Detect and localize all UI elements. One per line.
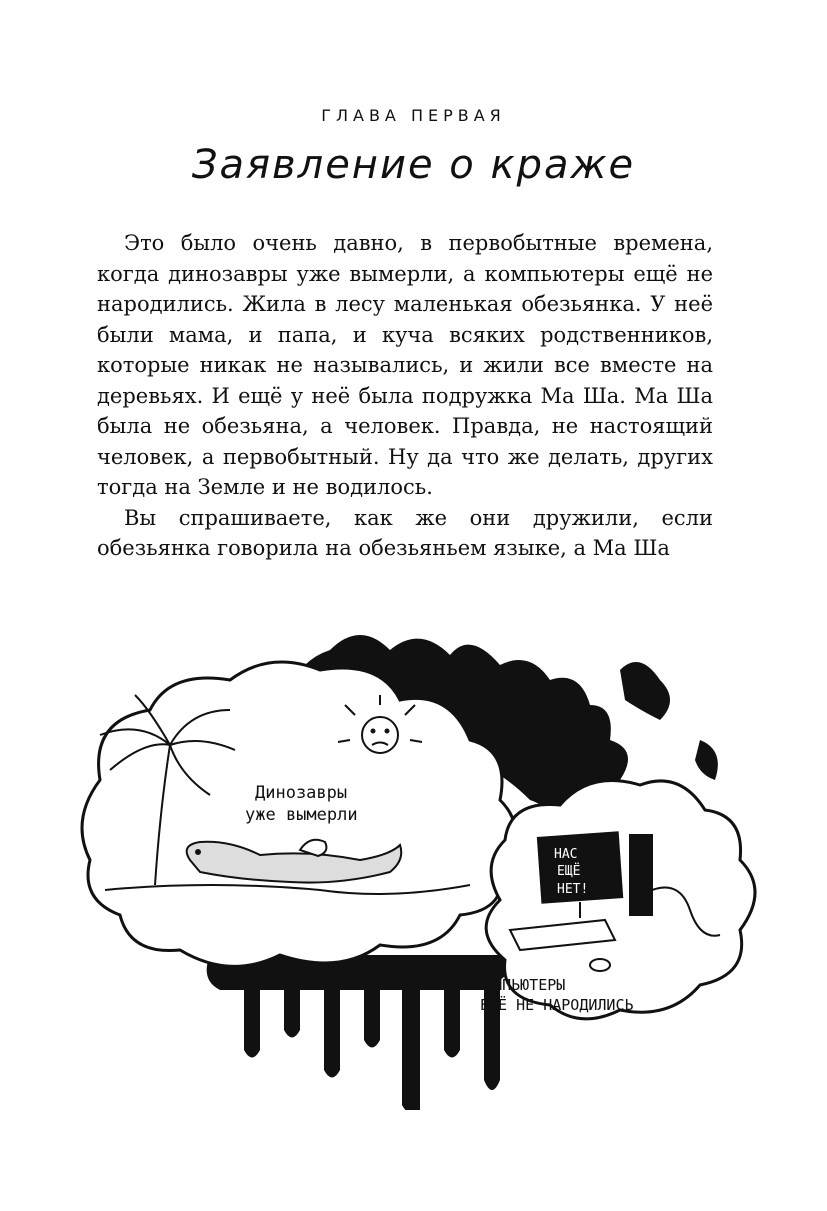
drips — [207, 955, 512, 1110]
screen-line2: ЕЩЁ — [557, 864, 581, 879]
chapter-label: ГЛАВА ПЕРВАЯ — [321, 106, 506, 125]
right-caption-line2: ЕЩЁ НЕ НАРОДИЛИСЬ — [480, 996, 634, 1014]
body-text — [97, 228, 713, 564]
paragraph-2: Вы спрашиваете, как же они дружили, если обезьянка говорила на обезьяньем языке, а Ма Ша — [97, 505, 713, 560]
right-caption-line1: КОМПЬЮТЕРЫ — [475, 976, 566, 994]
screen-line3: НЕТ! — [557, 882, 589, 897]
chapter-title: Заявление о краже — [191, 142, 636, 188]
left-caption-line1: Динозавры — [255, 783, 348, 803]
illustration — [60, 610, 760, 1110]
paragraph-1: Это было очень давно, в первобытные времена, когда динозавры уже вымерли, а компьютеры ещё не народились. Жила в лесу маленькая обезьянка. У неё были мама, и папа, и куча всяких родственников, которые никак не назывались, и жили все вместе на деревьях. И ещё у неё была подружка Ма Ша. Ма Ша была не обезьяна, а человек. Правда, не настоящий человек, а первобытный. Ну да что же делать, других тогда на Земле и не водилось. — [97, 231, 713, 499]
left-caption-line2: уже вымерли — [245, 805, 358, 825]
screen-line1: НАС — [554, 847, 578, 862]
